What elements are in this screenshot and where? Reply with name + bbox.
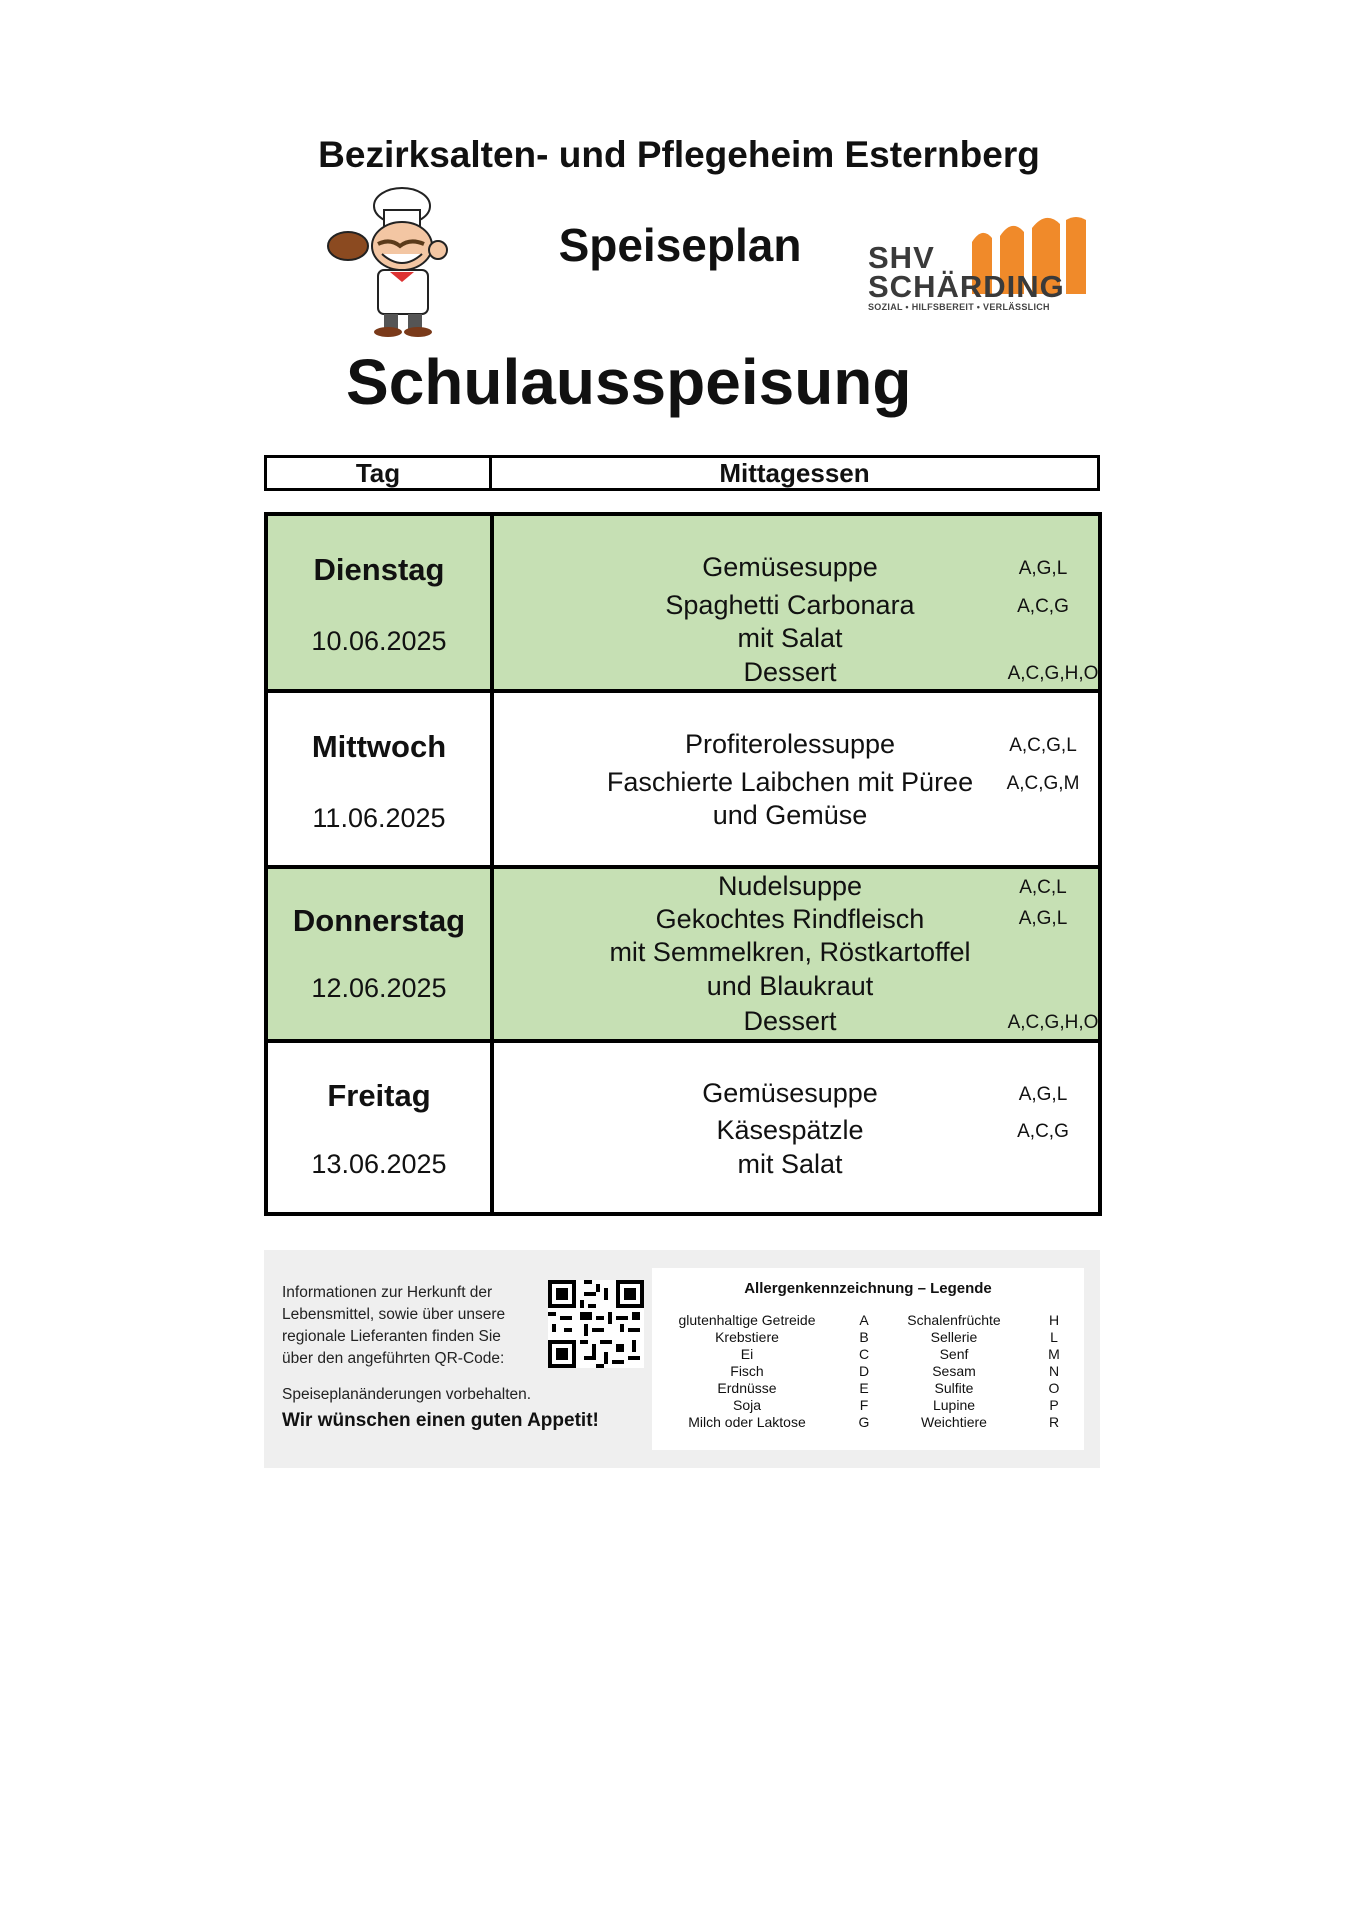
dish: Profiterolessuppe (684, 729, 896, 759)
legend-entry: Soja (732, 1397, 762, 1413)
dish: Dessert (743, 1006, 837, 1036)
allergen-codes: A,C,G,M (1006, 773, 1080, 794)
day-name: Donnerstag (292, 903, 466, 938)
day-name: Dienstag (313, 552, 445, 587)
legend-code: N (1048, 1363, 1060, 1379)
column-header-day: Tag (267, 458, 492, 488)
dish: Faschierte Laibchen mit Püree (606, 767, 974, 797)
info-line: über den angeführten QR-Code: (282, 1350, 505, 1367)
logo-line2: SCHÄRDING (868, 269, 1065, 304)
dish: mit Salat (737, 623, 843, 653)
legend-right-names (884, 1312, 1024, 1431)
day-cell (268, 516, 494, 689)
footer-info-box (264, 1250, 1100, 1468)
dish: Käsespätzle (716, 1115, 864, 1145)
dish: mit Semmelkren, Röstkartoffel (609, 937, 971, 967)
info-line: regionale Lieferanten finden Sie (282, 1328, 501, 1345)
menu-table (264, 512, 1102, 1216)
legend-code: G (858, 1414, 870, 1430)
allergen-codes: A,G,L (1018, 558, 1068, 579)
dish: Dessert (743, 657, 837, 687)
day-row-dienstag (268, 516, 1098, 693)
legend-code: O (1048, 1380, 1060, 1396)
legend-entry: Erdnüsse (717, 1380, 777, 1396)
legend-entry: glutenhaltige Getreide (678, 1312, 816, 1328)
logo-line1: SHV (868, 240, 935, 275)
dish: Gemüsesuppe (702, 552, 878, 582)
allergen-codes: A,G,L (1018, 908, 1068, 929)
legend-code: C (858, 1346, 870, 1362)
legend-left-codes (854, 1312, 874, 1431)
chef-mascot-icon (320, 180, 480, 340)
legend-entry: Sesam (932, 1363, 976, 1379)
allergen-codes: A,G,L (1018, 1084, 1068, 1105)
legend-code: E (859, 1380, 869, 1396)
legend-entry: Sellerie (930, 1329, 978, 1345)
dish: Gekochtes Rindfleisch (655, 904, 925, 934)
shv-schaerding-logo (868, 214, 1090, 314)
origin-info-text (282, 1282, 542, 1370)
speiseplan-heading: Speiseplan (558, 219, 802, 271)
legend-entry: Fisch (730, 1363, 764, 1379)
allergen-codes: A,C,G (1017, 596, 1069, 617)
day-date: 11.06.2025 (312, 803, 446, 833)
day-date: 12.06.2025 (311, 973, 447, 1003)
day-cell (268, 869, 494, 1039)
day-row-mittwoch (268, 693, 1098, 869)
allergen-legend (652, 1268, 1084, 1450)
dish: Spaghetti Carbonara (665, 590, 915, 620)
logo-tagline: SOZIAL • HILFSBEREIT • VERLÄSSLICH (868, 302, 1050, 312)
day-row-freitag (268, 1043, 1098, 1212)
dish: und Blaukraut (706, 971, 874, 1001)
day-date: 13.06.2025 (311, 1149, 447, 1179)
day-row-donnerstag (268, 869, 1098, 1043)
qr-code-icon[interactable] (548, 1280, 644, 1368)
dish: Nudelsuppe (717, 871, 863, 901)
legend-left-names (658, 1312, 836, 1431)
legend-code: M (1048, 1346, 1060, 1362)
day-cell (268, 693, 494, 865)
legend-entry: Sulfite (934, 1380, 974, 1396)
legend-code: F (859, 1397, 869, 1413)
legend-entry: Milch oder Laktose (688, 1414, 806, 1430)
changes-note: Speiseplanänderungen vorbehalten. (282, 1386, 532, 1403)
day-name: Freitag (327, 1078, 431, 1113)
legend-entry: Schalenfrüchte (907, 1312, 1001, 1328)
legend-code: D (858, 1363, 870, 1379)
legend-right-codes (1044, 1312, 1064, 1431)
legend-code: H (1048, 1312, 1060, 1328)
legend-entry: Krebstiere (715, 1329, 779, 1345)
page-heading: Schulausspeisung (346, 346, 912, 418)
info-line: Lebensmittel, sowie über unsere (282, 1306, 506, 1323)
dish: und Gemüse (712, 800, 868, 830)
day-name: Mittwoch (311, 729, 447, 764)
allergen-codes: A,C,G,H,O (1007, 1012, 1099, 1033)
day-date: 10.06.2025 (311, 626, 447, 656)
legend-code: R (1048, 1414, 1060, 1430)
legend-title: Allergenkennzeichnung – Legende (744, 1280, 992, 1297)
allergen-codes: A,C,L (1019, 877, 1067, 898)
legend-code: L (1050, 1329, 1058, 1345)
dish: Gemüsesuppe (702, 1078, 878, 1108)
table-header (264, 455, 1100, 491)
legend-code: P (1049, 1397, 1059, 1413)
legend-entry: Ei (740, 1346, 754, 1362)
allergen-codes: A,C,G (1017, 1121, 1069, 1142)
info-line: Informationen zur Herkunft der (282, 1284, 493, 1301)
dish: mit Salat (737, 1149, 843, 1179)
legend-entry: Lupine (932, 1397, 976, 1413)
allergen-codes: A,C,G,H,O (1007, 663, 1099, 684)
legend-entry: Weichtiere (921, 1414, 987, 1430)
legend-code: A (859, 1312, 869, 1328)
allergen-codes: A,C,G,L (1009, 735, 1077, 756)
home-title: Bezirksalten- und Pflegeheim Esternberg (318, 134, 1040, 175)
appetite-wish: Wir wünschen einen guten Appetit! (282, 1410, 599, 1431)
column-header-lunch: Mittagessen (719, 457, 870, 488)
day-cell (268, 1043, 494, 1212)
legend-code: B (859, 1329, 869, 1345)
legend-entry: Senf (939, 1346, 969, 1362)
